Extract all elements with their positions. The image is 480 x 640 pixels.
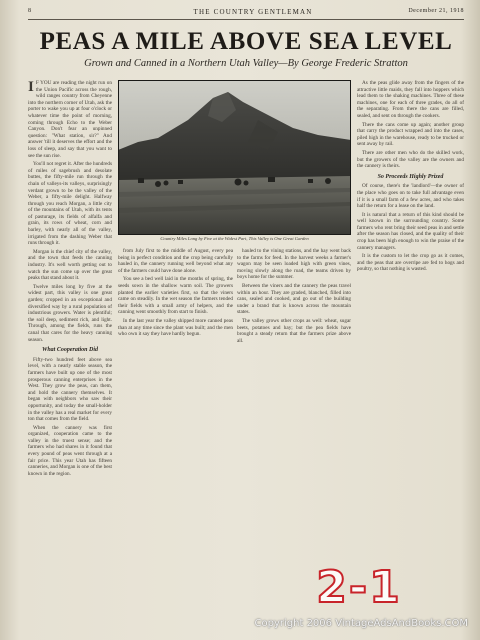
paragraph: from July first to the middle of August, every pea being in perfect condition and the crop being carefully hauled in, the cannery running well beyond what any of the farmers could have done alone.	[118, 248, 233, 274]
paragraph: Morgan is the chief city of the valley, and the town that feeds the canning industry. It's well worth getting out to watch the sun come up over the great peaks that stand about it.	[28, 248, 112, 282]
valley-photograph	[118, 80, 351, 235]
paragraph: It is the custom to let the crop go as it comes, and the peas that are overripe are fed to hogs and poultry, so that nothing is wasted.	[357, 253, 464, 273]
paragraph: You'll not regret it. After the hundreds of miles of sagebrush and desolate buttes, the fifty-mile run through the chain of valleys-its valleys, surprisingly verdant grown to be the valley of the Weber, a fifty-mile delight. Halfway through you reach Morgan, a little city of the mountains of Utah, with its tents of pasturage, its fields of alfalfa and grain, its rows of wheat, corn and barley, with nearly all of the valley, irrigated from the dashing Weber that runs through it.	[28, 161, 112, 247]
paragraph: The valley grows other crops as well: wheat, sugar beets, potatoes and hay; but the pea fields have brought a steady return that the farmers prize above all.	[237, 317, 351, 344]
paragraph: As the peas glide away from the fingers of the attractive little maids, they fall into hoppers which lead them to the shaking machines. Three of these machines, one for each of three grades, do all of the separating. From there the cans are filled, sealed, and sent on through the cookers.	[357, 80, 464, 119]
paragraph: When the cannery was first organized, cooperation came to the valley in the truest sense; and the farmers who had shares in it found that every pound of peas went through at a fair price. This year Utah has fifteen canneries, and Morgan is one of the best known in the region.	[28, 424, 112, 477]
paragraph: Of course, there's the 'landlord'—the owner of the place who goes on to take full advantage even if it is a small farm of a few acres, and who takes half the return for a lease on the land.	[357, 183, 464, 210]
column-1	[28, 80, 112, 605]
paragraph: There the cans come up again; another group that carry the product wrapped and into the cases, piled high in the warehouse, ready to be trucked or sent away by rail.	[357, 121, 464, 148]
drop-cap: I	[28, 80, 34, 95]
masthead: THE COUNTRY GENTLEMAN	[193, 8, 313, 16]
article-title: PEAS A MILE ABOVE SEA LEVEL	[39, 28, 453, 55]
paragraph: There are other men who do the skilled work, but the growers of the valley are the owners and the cannery is theirs.	[357, 149, 464, 170]
page-number: 8	[28, 8, 32, 14]
header-rule	[28, 19, 464, 20]
paragraph: hauled to the vining stations, and the hay went back to the farms for feed. In the harvest weeks a farmer's wagon may be seen loaded high with green vines, moving slowly along the road, the teams driven by boys home for the summer.	[237, 248, 351, 281]
section-subhead: So Proceeds Highly Prized	[377, 173, 444, 180]
paragraph: Between the viners and the cannery the peas travel within an hour. They are graded, blanched, filled into cans, sealed and cooked, and go out of the building under a brand that is known across the mountain states.	[237, 282, 351, 316]
copyright-watermark: Copyright 2006 VintageAdsAndBooks.COM	[254, 618, 468, 629]
page-stamp: 2-1	[316, 562, 402, 613]
paragraph: Twelve miles long by five at the widest part, this valley is one great garden; cropped in an exceptional and diversified way by a rural population of industrious growers. Water is plentiful; the soil deep, sediment rich, and light. Through, among the fields, runs the canal that cares for the heavy canning season.	[28, 283, 112, 343]
paragraph: Fifty-two hundred feet above sea level, with a nearly stable season, the farmers have built up one of the most prosperous canning enterprises in the West. They grow the peas, can them, and hold the cannery themselves. It began with neighbors who saw their opportunity, and today the small-holder in the valley has a real market for every ton that comes from the field.	[28, 356, 112, 423]
paragraph: I F YOU are reading the night run on the Union Pacific across the rough, wild ranges country from Cheyenne into the northern corner of Utah, ask the porter to wake you up at four o'clock or whatever time the point of morning, coming through Echo to the Weber Canyon. Don't fear an unpinned question: "What station, sir?" And answer 'till it deserves the effort and the loss of sleep, and say that you want to see the sun rise.	[28, 80, 112, 159]
paragraph: It is natural that a return of this kind should be well known in the surrounding country. Some farmers who rent bring their seed peas in and settle after the season has closed, and the quality of their crop has been high enough to win the praise of the cannery managers.	[357, 211, 464, 251]
column-2	[118, 248, 233, 605]
section-subhead: What Cooperation Did	[41, 347, 98, 354]
issue-date: December 21, 1918	[408, 8, 464, 14]
article-subtitle: Grown and Canned in a Northern Utah Valley—By George Frederic Stratton	[84, 58, 408, 69]
paragraph: You see a bed well laid in the months of spring, the seeds sown in the shallow warm soil. The growers planted the earlier varieties first, so that the viners came on steadily. In the wet season the farmers tended their fields with a small army of helpers, and the canning went smoothly from start to finish.	[118, 276, 233, 316]
column-4	[357, 80, 464, 605]
mountain-valley-image	[118, 80, 351, 235]
column-3	[237, 248, 351, 605]
paragraph: In the last year the valley shipped more canned peas than at any time since the plant was built; and the men who own it say they have hardly begun.	[118, 317, 233, 338]
photo-caption: Country Miles Long by Five at the Widest Part, This Valley is One Great Garden	[160, 236, 309, 241]
